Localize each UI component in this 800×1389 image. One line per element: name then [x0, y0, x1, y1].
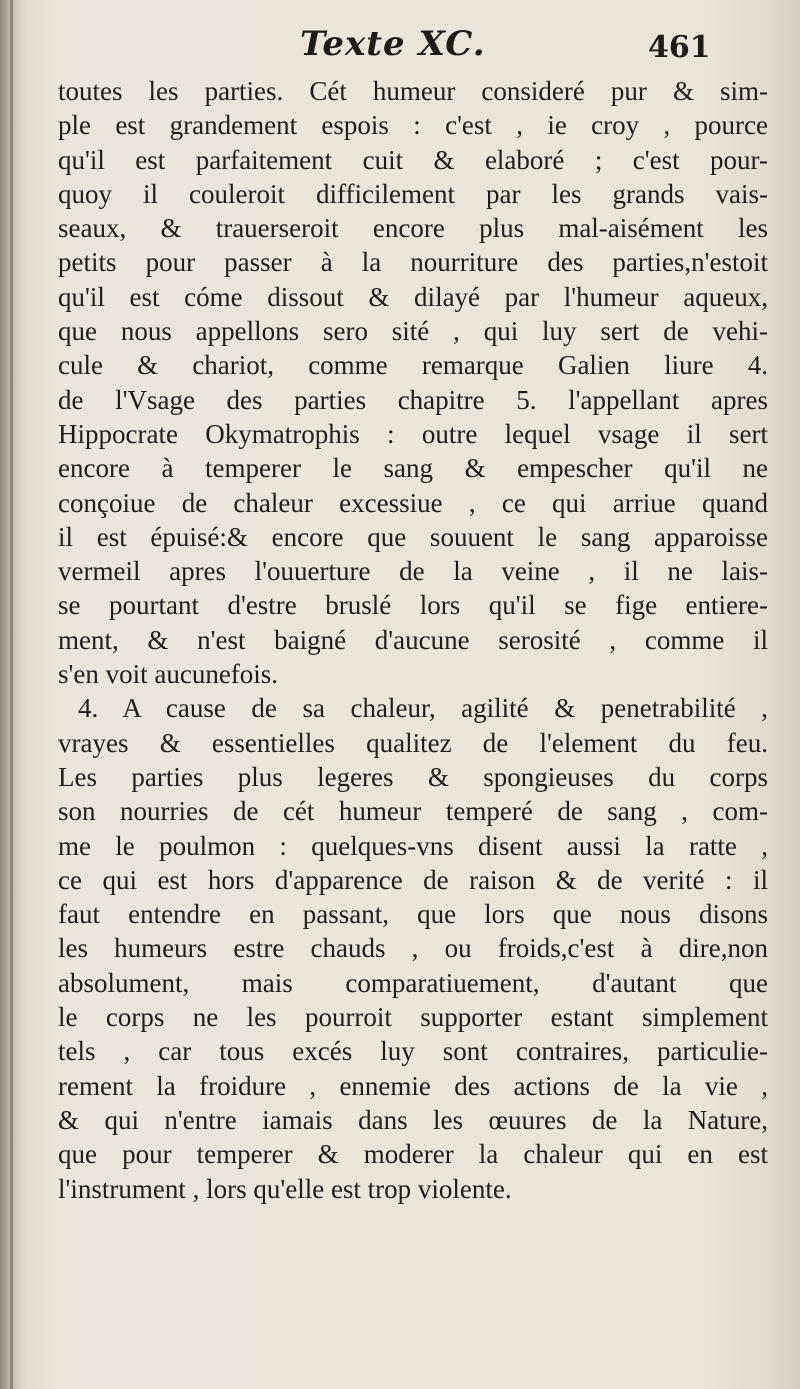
text-line: les humeurs estre chauds , ou froids,c'est à dire,non: [58, 933, 768, 964]
text-line: cule & chariot, comme remarque Galien liure 4.: [58, 350, 768, 381]
text-line: tels , car tous excés luy sont contraires, particulie-: [58, 1036, 768, 1067]
text-line: Hippocrate Okymatrophis : outre lequel vsage il sert: [58, 418, 768, 449]
text-line: conçoiue de chaleur excessiue , ce qui arriue quand: [58, 487, 768, 518]
text-line: ple est grandement espois : c'est , ie croy , pource: [58, 110, 768, 141]
text-line: vermeil apres l'ouuerture de la veine , il ne lais-: [58, 556, 768, 587]
text-line: l'instrument , lors qu'elle est trop violente.: [58, 1173, 512, 1204]
text-line: que nous appellons sero sité , qui luy sert de vehi-: [58, 316, 768, 347]
text-line: absolument, mais comparatiuement, d'autant que: [58, 967, 768, 998]
text-line: & qui n'entre iamais dans les œuures de la Nature,: [58, 1104, 768, 1135]
running-title: Texte XC.: [300, 24, 486, 64]
text-line: vrayes & essentielles qualitez de l'element du feu.: [58, 727, 768, 758]
text-line: qu'il est cóme dissout & dilayé par l'humeur aqueux,: [58, 281, 768, 312]
text-line: rement la froidure , ennemie des actions de la vie ,: [58, 1070, 768, 1101]
text-line: son nourries de cét humeur temperé de sang , com-: [58, 796, 768, 827]
text-line: me le poulmon : quelques-vns disent aussi la ratte ,: [58, 830, 768, 861]
text-line: quoy il couleroit difficilement par les grands vais-: [58, 178, 768, 209]
text-line: que pour temperer & moderer la chaleur qui en est: [58, 1139, 768, 1170]
text-line: petits pour passer à la nourriture des parties,n'estoit: [58, 247, 768, 278]
text-line: ce qui est hors d'apparence de raison & de verité : il: [58, 864, 768, 895]
text-line: seaux, & trauerseroit encore plus mal-aisément les: [58, 213, 768, 244]
text-line: ment, & n'est baigné d'aucune serosité , comme il: [58, 624, 768, 655]
text-line: Les parties plus legeres & spongieuses du corps: [58, 761, 768, 792]
text-line: de l'Vsage des parties chapitre 5. l'appellant apres: [58, 384, 768, 415]
text-line: qu'il est parfaitement cuit & elaboré ; c'est pour-: [58, 144, 768, 175]
text-line: se pourtant d'estre bruslé lors qu'il se fige entiere-: [58, 590, 768, 621]
text-line: s'en voit aucunefois.: [58, 659, 279, 690]
running-header: [0, 12, 800, 82]
text-line: toutes les parties. Cét humeur consideré pur & sim-: [58, 76, 768, 106]
text-line: 4. A cause de sa chaleur, agilité & penetrabilité ,: [78, 693, 768, 724]
body-text: [58, 74, 768, 1206]
text-line: il est épuisé:& encore que souuent le sang apparoisse: [58, 521, 768, 552]
text-line: faut entendre en passant, que lors que nous disons: [58, 899, 768, 930]
text-line: le corps ne les pourroit supporter estant simplement: [58, 1002, 768, 1033]
binding-gutter: [10, 0, 13, 1389]
text-line: encore à temperer le sang & empescher qu'il ne: [58, 453, 768, 484]
page-number: 461: [648, 30, 711, 65]
